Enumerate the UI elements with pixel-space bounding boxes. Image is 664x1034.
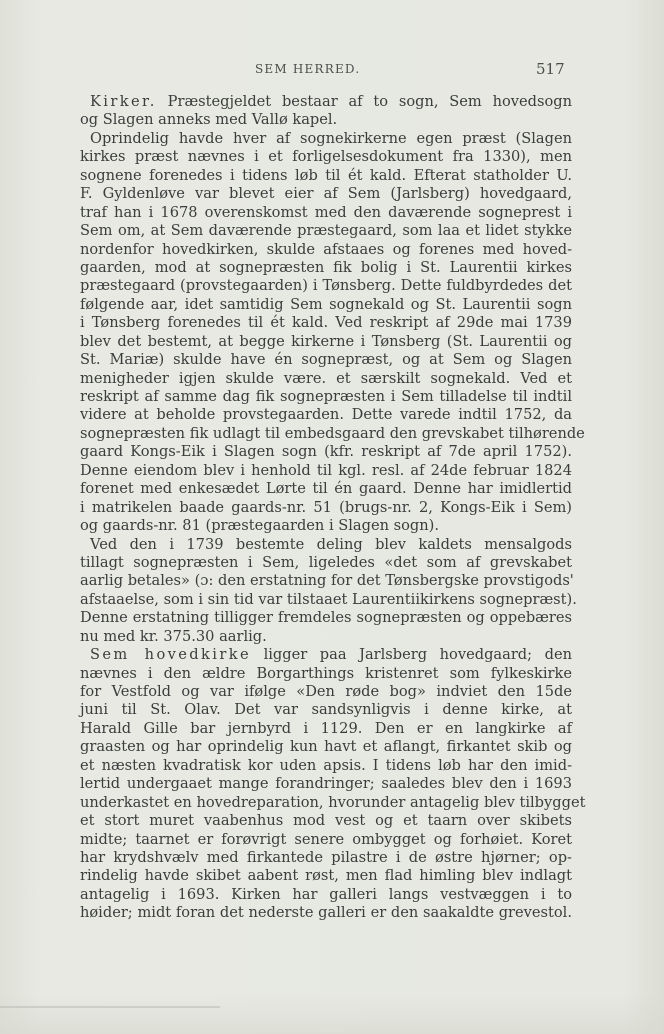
line-text: har krydshvælv med firkantede pilastre i de østre hjørner; op- [80, 848, 572, 866]
running-title: SEM HERRED. [255, 62, 361, 76]
text-line [80, 462, 572, 480]
text-line [80, 480, 572, 498]
line-text: nævnes i den ældre Borgarthings kristenret som fylkeskirke [80, 664, 572, 682]
page-edge-shadow [0, 994, 664, 1034]
text-line [80, 185, 572, 203]
line-text: ligger paa Jarlsberg hovedgaard; den [251, 646, 572, 664]
text-line [80, 738, 572, 756]
line-text: et stort muret vaabenhus mod vest og et taarn over skibets [80, 812, 572, 830]
text-line [80, 628, 572, 646]
line-text: høider; midt foran det nederste galleri er den saakaldte grevestol. [80, 904, 572, 922]
text-line [80, 554, 572, 572]
text-line [80, 351, 572, 369]
line-text: midte; taarnet er forøvrigt senere ombygget og forhøiet. Koret [80, 830, 572, 848]
line-text: gaard Kongs-Eik i Slagen sogn (kfr. reskript af 7de april 1752). [80, 443, 572, 461]
line-text: traf han i 1678 overenskomst med den daværende sogneprest i [80, 203, 572, 221]
text-line [80, 609, 572, 627]
line-text: og Slagen anneks med Vallø kapel. [80, 111, 338, 129]
line-text: rindelig havde skibet aabent røst, men flad himling blev indlagt [80, 867, 572, 885]
line-text: Denne erstatning tilligger fremdeles sognepræsten og oppebæres [80, 609, 572, 627]
line-text: Harald Gille bar jernbyrd i 1129. Den er en langkirke af [80, 719, 572, 737]
line-text: St. Mariæ) skulde have én sognepræst, og at Sem og Slagen [80, 351, 572, 369]
text-line [80, 757, 572, 775]
page-number: 517 [536, 60, 565, 78]
text-line [80, 204, 572, 222]
line-text: i Tønsberg forenedes til ét kald. Ved reskript af 29de mai 1739 [80, 314, 572, 332]
text-line [80, 683, 572, 701]
body-text [80, 93, 586, 923]
line-text: sognepræsten fik udlagt til embedsgaard den grevskabet tilhørende [80, 424, 585, 442]
text-line [80, 499, 572, 517]
text-line [80, 93, 572, 111]
line-text: Ved den i 1739 bestemte deling blev kaldets mensalgods [90, 535, 572, 553]
text-line [80, 646, 572, 664]
text-line [80, 831, 572, 849]
text-line [80, 443, 572, 461]
line-text: Oprindelig havde hver af sognekirkerne egen præst (Slagen [90, 129, 572, 147]
spaced-heading: Sem hovedkirke [90, 646, 252, 664]
text-line [80, 148, 572, 166]
line-text: reskript af samme dag fik sognepræsten i Sem tilladelse til indtil [80, 388, 572, 405]
line-text: F. Gyldenløve var blevet eier af Sem (Jarlsberg) hovedgaard, [80, 185, 572, 203]
line-text: nordenfor hovedkirken, skulde afstaaes og forenes med hoved- [80, 240, 572, 258]
line-text: og gaards-nr. 81 (præstegaarden i Slagen sogn). [80, 517, 439, 535]
text-line [80, 793, 586, 812]
line-text: et næsten kvadratisk kor uden apsis. I tidens løb har den imid- [80, 756, 572, 774]
text-line [80, 720, 572, 738]
text-line [80, 701, 572, 719]
line-text: sognene forenedes i tidens løb til ét kald. Efterat statholder U. [80, 166, 572, 184]
text-line [80, 867, 572, 885]
line-text: Denne eiendom blev i henhold til kgl. resl. af 24de februar 1824 [80, 461, 572, 479]
text-line [80, 572, 572, 590]
line-text: afstaaelse, som i sin tid var tilstaaet Laurentiikirkens sognepræst). [80, 590, 577, 608]
text-line [80, 886, 572, 904]
text-line [80, 370, 572, 388]
text-line [80, 296, 572, 314]
line-text: for Vestfold og var ifølge «Den røde bog» indviet den 15de [80, 683, 572, 700]
line-text: lertid undergaaet mange forandringer; saaledes blev den i 1693 [80, 775, 572, 793]
line-text: juni til St. Olav. Det var sandsynligvis i denne kirke, at [80, 701, 572, 719]
line-text: graasten og har oprindelig kun havt et aflangt, firkantet skib og [80, 738, 572, 756]
text-line [80, 259, 572, 277]
text-line [80, 775, 572, 793]
text-line [80, 167, 572, 185]
line-text: videre at beholde provstegaarden. Dette varede indtil 1752, da [80, 406, 572, 424]
line-text: gaarden, mod at sognepræsten fik bolig i St. Laurentii kirkes [80, 258, 572, 276]
text-line [80, 111, 572, 129]
line-text: aarlig betales» (ɔ: den erstatning for det Tønsbergske provstigods' [80, 572, 574, 590]
text-line [80, 222, 572, 240]
line-text: kirkes præst nævnes i et forligelsesdokument fra 1330), men [80, 148, 572, 166]
line-text: underkastet en hovedreparation, hvorunder antagelig blev tilbygget [80, 793, 586, 811]
text-line [80, 333, 572, 351]
text-line [80, 849, 572, 867]
text-line [80, 130, 572, 148]
spaced-heading: Kirker. [90, 93, 157, 110]
text-line [80, 665, 572, 683]
line-text: menigheder igjen skulde være. et særskilt sognekald. Ved et [80, 369, 572, 387]
text-line [80, 424, 585, 443]
line-text: følgende aar, idet samtidig Sem sognekald og St. Laurentii sogn [80, 295, 572, 313]
line-text: nu med kr. 375.30 aarlig. [80, 627, 267, 645]
text-line [80, 314, 572, 332]
page-header [0, 60, 664, 82]
line-text: Præstegjeldet bestaar af to sogn, Sem hovedsogn [156, 93, 572, 110]
text-line [80, 904, 572, 922]
text-line [80, 241, 572, 259]
text-line [80, 517, 572, 535]
line-text: Sem om, at Sem daværende præstegaard, som laa et lidet stykke [80, 222, 572, 240]
line-text: tillagt sognepræsten i Sem, ligeledes «det som af grevskabet [80, 553, 572, 571]
line-text: blev det bestemt, at begge kirkerne i Tønsberg (St. Laurentii og [80, 332, 572, 350]
line-text: præstegaard (provstegaarden) i Tønsberg. Dette fuldbyrdedes det [80, 277, 572, 295]
text-line [80, 406, 572, 424]
text-line [80, 812, 572, 830]
text-line [80, 590, 577, 609]
text-line [80, 277, 572, 295]
line-text: i matrikelen baade gaards-nr. 51 (brugs-nr. 2, Kongs-Eik i Sem) [80, 498, 572, 516]
text-line [80, 388, 572, 406]
line-text: forenet med enkesædet Lørte til én gaard. Denne har imidlertid [80, 480, 572, 498]
line-text: antagelig i 1693. Kirken har galleri langs vestvæggen i to [80, 885, 572, 903]
text-line [80, 536, 572, 554]
